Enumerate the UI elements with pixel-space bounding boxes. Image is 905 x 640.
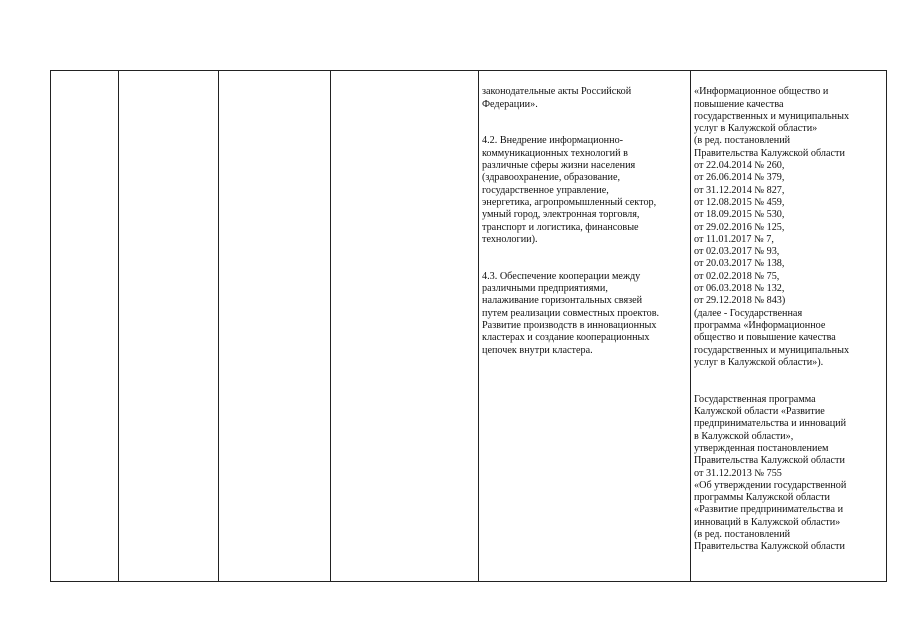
table-cell-col-2: [119, 71, 219, 582]
table-cell-col-4: [331, 71, 479, 582]
measures-paragraph: 4.2. Внедрение информационно- коммуникационных технологий в различные сферы жизни населения (здравоохранение, образование, государственное управление, энергетика, агропромышленный сектор, умный город, электронная торговля, транспорт и логистика, финансовые технологии).: [482, 135, 657, 245]
program-paragraph: Государственная программа Калужской области «Развитие предпринимательства и инноваций в Калужской области», утвержденная постановлением Правительства Калужской области от 31.12.2013 № 755 «Об утверждении государственной программы Калужской области «Развитие предпринимательства и инноваций в Калужской области» (в ред. постановлений Правительства Калужской области: [694, 393, 847, 553]
measures-text: [479, 71, 690, 369]
document-table: [50, 70, 887, 582]
table-cell-col-1: [51, 71, 119, 582]
measures-paragraph: законодательные акты Российской Федерации».: [482, 86, 632, 110]
table-cell-col-6: [691, 71, 887, 582]
table-cell-col-3: [219, 71, 331, 582]
table-row: [51, 71, 887, 582]
measures-paragraph: 4.3. Обеспечение кооперации между различными предприятиями, налаживание горизонтальных связей путем реализации совместных проектов. Развитие производств в инновационных кластерах и создание кооперационных цепочек внутри кластера.: [482, 270, 660, 356]
program-paragraph: «Информационное общество и повышение качества государственных и муниципальных услуг в Калужской области» (в ред. постановлений Правительства Калужской области от 22.04.2014 № 260, от 26.06.2014 № 379, от 31.12.2014 № 827, от 12.08.2015 № 459, от 18.09.2015 № 530, от 29.02.2016 № 125, от 11.01.2017 № 7, от 02.03.2017 № 93, от 20.03.2017 № 138, от 02.02.2018 № 75, от 06.03.2018 № 132, от 29.12.2018 № 843) (далее - Государственная программа «Информационное общество и повышение качества государственных и муниципальных услуг в Калужской области»).: [694, 86, 850, 368]
table-cell-col-5: [479, 71, 691, 582]
programs-text: [691, 71, 886, 566]
